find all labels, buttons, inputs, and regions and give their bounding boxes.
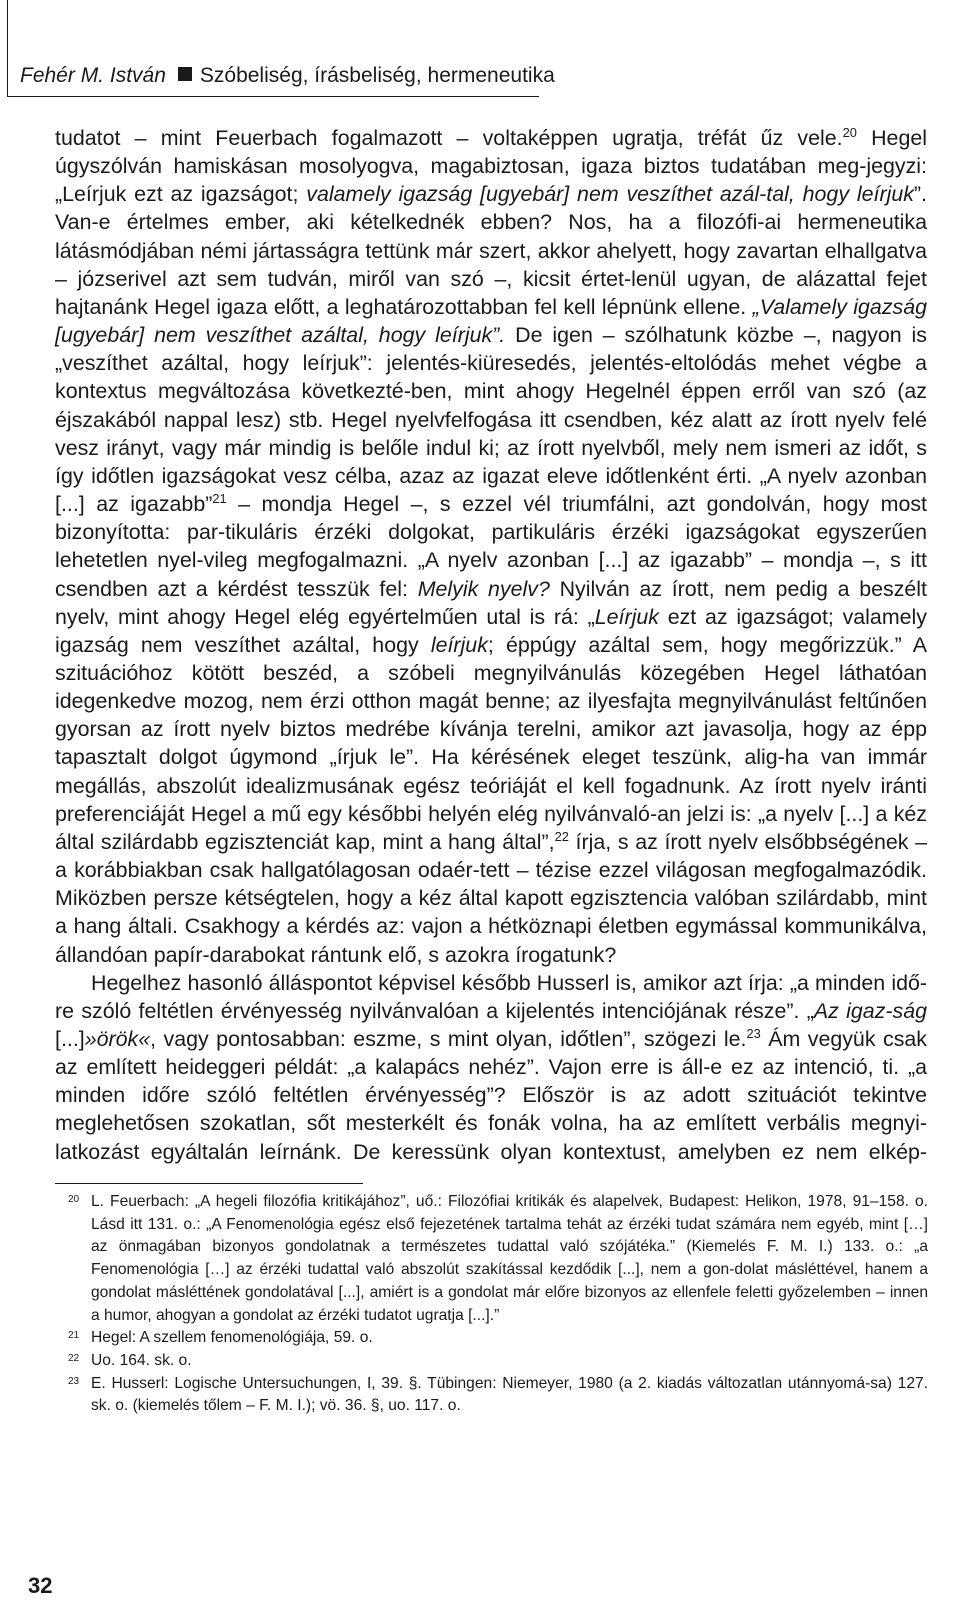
footnote-ref-20: 20 [842, 124, 857, 140]
footnote-text: L. Feuerbach: „A hegeli filozófia kritikájához”, uő.: Filozófiai kritikák és alapelvek, Budapest: Helikon, 1978, 91–158. o. Lásd itt 131. o.: „A Fenomenológia egész első fejezetének tartalma tehát az érzéki tudat számára nem egyéb, mint […] az önmagában bizonyos gondolatnak a természetes tudattal való szójátéka.” (Kiemelés F. M. I.) 133. o.: „a Fenomenológia […] az érzéki tudattal való abszolút szakítással kezdődik [...], nem a gon-dolat másléttével, hanem a gondolat másléttének gondolatával [...], amiért is a gondolat már előre bizonyos az ellenfele feletti győzelemben – innen a humor, ahogyan a gondolat az érzéki tudatot ugratja [...].” [91, 1193, 928, 1324]
text-run: ; éppúgy azáltal sem, hogy megőrizzük.” A szituációhoz kötött beszéd, a szóbeli megnyilvánulás közegében Hegel láthatóan idegenkedve mozog, nem érzi otthon magát benne; az ilyesfajta megnyilvánulást feltűnően gyorsan az írott nyelv biztos medrébe kívánja terelni, amikor azt javasolja, hogy az épp tapasztalt dolgot úgymond „írjuk le”. Ha kérésének eleget teszünk, alig-ha van immár megállás, abszolút idealizmusának egész teóriáját el kell fogadnunk. Az írott nyelv iránti preferenciáját Hegel a mű egy későbbi helyén elég nyilvánvaló-an jelzi is: „a nyelv [...] a kéz által szilárdabb egzisztenciát kap, mint a hang által”, [55, 632, 927, 854]
text-run: [...] [55, 1027, 85, 1051]
header-rule-horizontal [7, 96, 539, 97]
quote-italic: Az igaz-ság [813, 998, 928, 1023]
footnote-20 [68, 1191, 928, 1327]
footnote-text: E. Husserl: Logische Untersuchungen, I, 39. §. Tübingen: Niemeyer, 1980 (a 2. kiadás változatlan utánnyomá-sa) 127. sk. o. (kiemelés tőlem – F. M. I.); vö. 36. §, uo. 117. o. [91, 1374, 928, 1415]
footnote-23 [68, 1373, 928, 1418]
text-run: írja, s az írott nyelv elsőbbségének – a korábbiakban csak hallgatólagosan odaér-tett – tézise ezzel világosan megfogalmazódik. Miközben persze kétségtelen, hogy a kéz által kapott egzisztencia valóban szilárdabb, mint a hang általi. Csakhogy a kérdés az: vajon a hétköznapi életben egymással kommunikálva, állandóan papír-darabokat rántunk elő, s azokra írogatunk? [55, 829, 927, 967]
text-run: ezt az igazságot; valamely igazság nem veszíthet azáltal, hogy [55, 604, 927, 657]
footnote-ref-23: 23 [746, 1025, 761, 1041]
footnote-separator [55, 1183, 363, 1184]
quote-italic: valamely igazság [ugyebár] nem veszíthet azál-tal, hogy leírjuk [306, 182, 914, 207]
paragraph-1 [55, 124, 927, 969]
running-head-title: Szóbeliség, írásbeliség, hermeneutika [199, 64, 555, 87]
text-run: De igen – szólhatunk közbe –, nagyon is „veszíthet azáltal, hogy leírjuk”: jelentés-kiüresedés, jelentés-eltolódás mehet végbe a kontextus megváltozása következté-ben, mint ahogy Hegelnél éppen erről van szó (az éjszakából nappal lesz) stb. Hegel nyelvfelfogása itt csendben, kéz alatt az írott nyelv felé vesz irányt, vagy már mindig is belőle indul ki; az írott nyelvből, mely nem ismeri az időt, s így időtlen igazságokat vesz célba, azaz az igazat eleve időtlenként érti. „A nyelv azonban [...] az igazabb” [55, 323, 927, 517]
footnote-number: 21 [68, 1330, 80, 1342]
footnote-ref-21: 21 [212, 490, 227, 506]
text-run: ”. Van-e értelmes ember, aki kételkednék ebben? Nos, ha a filozófi-ai hermeneutika látásmódjában némi jártasságra tettünk már szert, akkor ahelyett, hogy zavartan elhallgatva – józserivel azt sem tudván, miről van szó –, kicsit értet-lenül ugyan, de alázattal fejet hajtanánk Hegel igaza előtt, a leghatározottabban fel kell lépnünk ellene. [55, 182, 927, 319]
footnote-number: 20 [68, 1194, 80, 1205]
footnote-22 [68, 1350, 928, 1373]
footnote-number: 23 [68, 1375, 80, 1387]
word-italic: leírjuk [430, 632, 488, 657]
square-bullet-icon [178, 67, 192, 81]
running-head [20, 64, 555, 88]
quote-italic: »örök« [84, 1027, 151, 1051]
quote-italic: „Valamely igazság [ugyebár] nem veszíthet azáltal, hogy leírjuk”. [55, 294, 927, 348]
footnote-text: Uo. 164. sk. o. [91, 1351, 192, 1369]
text-run: Hegel úgyszólván hamiskásan mosolyogva, magabiztosan, igaza biztos tudatában meg-jegyzi: „Leírjuk ezt az igazságot; [55, 126, 927, 207]
footnote-ref-22: 22 [554, 828, 569, 844]
text-run: , vagy pontosabban: eszme, s mint olyan, időtlen”, szögezi le. [150, 1027, 747, 1051]
footnote-number: 22 [68, 1352, 80, 1364]
text-run: Ám vegyük csak az említett heideggeri példát: „a kalapács nehéz”. Vajon erre is áll-e ez az intenció, ti. „a minden időre szóló feltétlen érvényesség”? Először is az adott szituációt tekintve meglehetősen szokatlan, sőt mesterkélt és fonák volna, ha az említett verbális megnyi-latkozást egyáltalán leírnánk. De keressünk olyan kontextust, amelyben ez nem elkép- [55, 1027, 927, 1164]
text-run: Nyilván az írott, nem pedig a beszélt nyelv, mint ahogy Hegel elég egyértelműen utal is rá: „ [55, 576, 927, 629]
paragraph-2 [55, 969, 927, 1166]
question-italic: Melyik nyelv? [417, 576, 550, 601]
text-run: – mondja Hegel –, s ezzel vél triumfálni, azt gondolván, hogy most bizonyította: par-tikuláris érzéki dolgokat, partikuláris érzéki igazságokat egyszerűen lehetetlen nyel-vileg megfogalmazni. „A nyelv azonban [...] az igazabb” – mondja –, s itt csendben azt a kérdést tesszük fel: [55, 492, 927, 601]
footnote-text: Hegel: A szellem fenomenológiája, 59. o. [91, 1329, 373, 1347]
footnotes [68, 1191, 928, 1418]
page-number: 32 [28, 1573, 53, 1598]
body-text [55, 124, 927, 1166]
text-run: tudatot – mint Feuerbach fogalmazott – voltaképpen ugratja, tréfát űz vele. [55, 126, 843, 150]
footnote-21 [68, 1327, 928, 1350]
header-rule-vertical [7, 0, 8, 96]
text-run: Hegelhez hasonló álláspontot képvisel később Husserl is, amikor azt írja: „a minden idő-re szóló feltétlen érvényesség nyilvánvalóan a kijelentés intenciójának része”. „ [55, 970, 927, 1023]
running-head-author: Fehér M. István [20, 64, 166, 87]
word-italic: Leírjuk [594, 604, 659, 629]
